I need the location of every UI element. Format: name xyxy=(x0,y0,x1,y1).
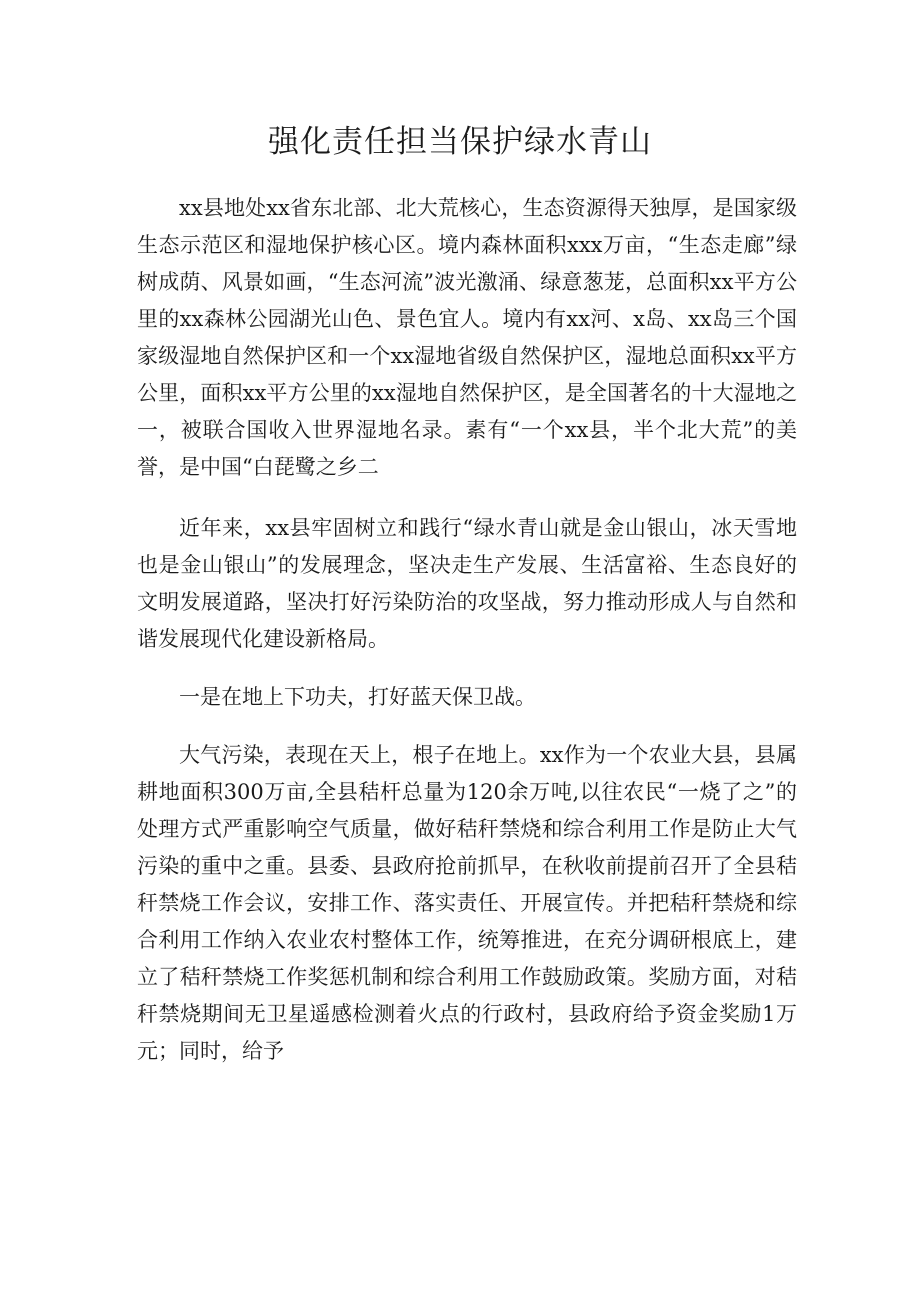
paragraph-air-pollution: 大气污染，表现在天上，根子在地上。xx作为一个农业大县，县属耕地面积300万亩,全县秸杆总量为120余万吨,以往农民“一烧了之”的处理方式严重影响空气质量，做好秸秆禁烧和综合利用工作是防止大气污染的重中之重。县委、县政府抢前抓早，在秋收前提前召开了全县秸秆禁烧工作会议，安排工作、落实责任、开展宣传。并把秸秆禁烧和综合利用工作纳入农业农村整体工作，统筹推进，在充分调研根底上，建立了秸秆禁烧工作奖惩机制和综合利用工作鼓励政策。奖励方面，对秸秆禁烧期间无卫星遥感检测着火点的行政村，县政府给予资金奖励1万元；同时，给予 xyxy=(137,743,797,1063)
document-body xyxy=(137,190,797,1091)
paragraph-development-philosophy: 近年来，xx县牢固树立和践行“绿水青山就是金山银山，冰天雪地也是金山银山”的发展理念，坚决走生产发展、生活富裕、生态良好的文明发展道路，坚决打好污染防治的攻坚战，努力推动形成人与自然和谐发展现代化建设新格局。 xyxy=(137,516,797,651)
paragraph-heading-blue-sky: 一是在地上下功夫，打好蓝天保卫战。 xyxy=(179,685,536,709)
paragraph-intro: xx县地处xx省东北部、北大荒核心，生态资源得天独厚，是国家级生态示范区和湿地保护核心区。境内森林面积xxx万亩，“生态走廊”绿树成荫、风景如画，“生态河流”波光激涌、绿意葱茏，总面积xx平方公里的xx森林公园湖光山色、景色宜人。境内有xx河、x岛、xx岛三个国家级湿地自然保护区和一个xx湿地省级自然保护区，湿地总面积xx平方公里，面积xx平方公里的xx湿地自然保护区，是全国著名的十大湿地之一，被联合国收入世界湿地名录。素有“一个xx县，半个北大荒”的美誉，是中国“白琵鹭之乡二 xyxy=(137,196,797,479)
document-title: 强化责任担当保护绿水青山 xyxy=(268,124,652,160)
